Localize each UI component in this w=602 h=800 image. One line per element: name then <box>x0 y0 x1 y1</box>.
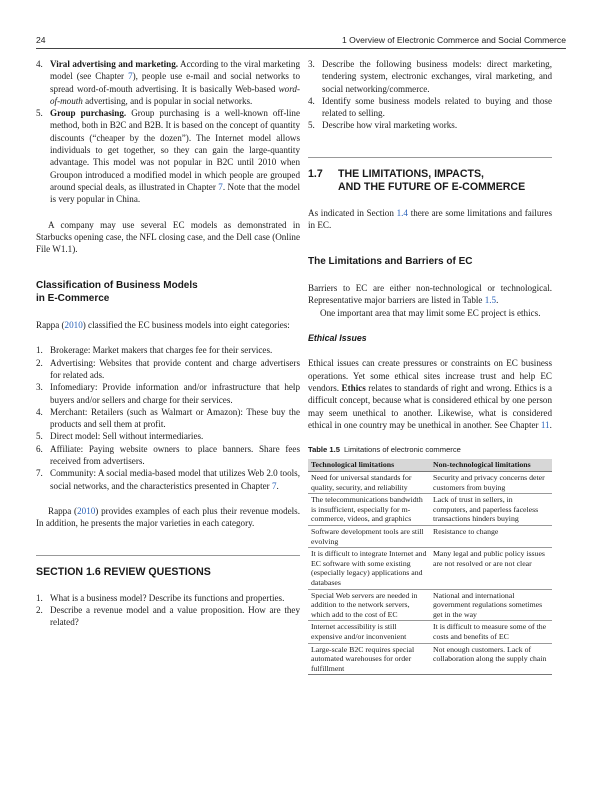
list-item: 1. Brokerage: Market makers that charges fee for their services. <box>36 345 273 356</box>
subsection-heading: Classification of Business Models in E-Commerce <box>36 280 198 305</box>
table-row: Software development tools are still evolving Resistance to change <box>308 526 552 548</box>
chapter-link[interactable]: 7 <box>128 71 133 82</box>
categories-list <box>36 344 300 492</box>
subsection-heading: The Limitations and Barriers of EC <box>308 256 473 268</box>
paragraph: One important area that may limit some EC project is ethics. <box>320 307 541 318</box>
table-row: Internet accessibility is still expensive and/or inconvenient It is difficult to measure some of the costs and benefits of EC <box>308 621 552 643</box>
citation-link[interactable]: 2010 <box>77 505 96 516</box>
table-header-cell: Technological limitations <box>308 459 430 471</box>
minor-heading: Ethical Issues <box>308 333 367 344</box>
list-item: 3. Describe the following business models: direct marketing, tendering system, electronic exchanges, viral marketing, and social networking/commerce. <box>308 59 552 94</box>
section-heading <box>308 168 552 194</box>
list-item: 4. Viral advertising and marketing. According to the viral marketing model (see Chapter 7), people use e-mail and social networks to spread word-of-mouth advertising. It is basically Web-based word-of-mouth advertising, and is popular in social networks. <box>36 59 301 106</box>
chapter-link[interactable]: 7 <box>271 480 277 491</box>
list-item: 1. What is a business model? Describe its functions and properties. <box>36 592 285 603</box>
list-item: 5. Group purchasing. Group purchasing is a well-known off-line method, both in B2C and B2B. It is based on the concept of quantity discounts (“cheaper by the dozen”). The Internet model allows individuals to get together, so they can gain the large-quantity advantage. This model was not popular in B2C until 2010 when Groupon introduced a modified model in which people are grouped around special deals, as illustrated in Chapter 7. Note that the model is very popular in China. <box>36 108 300 205</box>
table-row: Special Web servers are needed in addition to the network servers, which add to the cost of EC National and international government regulations sometimes get in the way <box>308 589 552 621</box>
table-caption: Table 1.5 Limitations of electronic commerce <box>308 445 461 455</box>
paragraph: Barriers to EC are either non-technological or technological. Representative major barriers are listed in Table 1.5. <box>308 283 552 306</box>
left-column <box>36 58 300 628</box>
chapter-link[interactable]: 7 <box>218 181 223 192</box>
chapter-link[interactable]: 11 <box>540 419 550 430</box>
paragraph: Rappa (2010) provides examples of each plus their revenue models. In addition, he presents the major varieties in each category. <box>36 505 300 529</box>
business-models-list <box>36 58 300 206</box>
limitations-table <box>308 459 552 675</box>
paragraph: Ethical issues can create pressures or constraints on EC business operations. Yet some ethical sites increase trust and help EC vendors. Ethics relates to standards of right and wrong. Ethics is a difficult concept, because what is considered ethical by one person may seem unethical to another. Likewise, what is considered ethical in one country may be unethical in another. See Chapter 11. <box>308 358 552 430</box>
list-item: 2. Advertising: Websites that provide content and charge advertisers for related ads. <box>36 357 300 380</box>
section-title-line-1: THE LIMITATIONS, IMPACTS, <box>338 167 484 180</box>
list-item: 2. Describe a revenue model and a value proposition. How are they related? <box>36 604 300 628</box>
right-column <box>308 58 552 675</box>
list-item: 4. Merchant: Retailers (such as Walmart or Amazon): These buy the products and sell them at profit. <box>36 406 300 430</box>
table-header-cell: Non-technological limitations <box>430 459 552 471</box>
paragraph: A company may use several EC models as demonstrated in Starbucks opening case, the NFL closing case, and the Dell case (Online File W1.1). <box>36 219 300 255</box>
list-item: 4. Identify some business models related to buying and those related to selling. <box>308 95 552 119</box>
running-header: 1 Overview of Electronic Commerce and Social Commerce <box>342 35 566 45</box>
table-row: The telecommunications bandwidth is insufficient, especially for m-commerce, videos, and graphics Lack of trust in sellers, in computers, and paperless faceless transactions hinders buying <box>308 494 552 526</box>
page-number: 24 <box>36 35 46 45</box>
review-questions-list-continued <box>308 58 552 132</box>
list-item: 5. Direct model: Sell without intermediaries. <box>36 431 204 442</box>
table-row: Need for universal standards for quality, security, and reliability Security and privacy concerns deter customers from buying <box>308 472 552 494</box>
table-link[interactable]: 1.5 <box>484 295 497 306</box>
citation-link[interactable]: 2010 <box>64 320 83 331</box>
paragraph: As indicated in Section 1.4 there are some limitations and failures in EC. <box>308 207 552 231</box>
list-item: 6. Affiliate: Paying website owners to place banners. Share fees received from advertisers. <box>36 443 300 467</box>
table-row: Large-scale B2C requires special automated warehouses for order fulfillment Not enough customers. Lack of collaboration along the supply chain <box>308 643 552 675</box>
list-item: 7. Community: A social media-based model that utilizes Web 2.0 tools, social networks, and the characteristics presented in Chapter 7. <box>36 468 300 491</box>
review-questions-list <box>36 592 300 629</box>
section-link[interactable]: 1.4 <box>396 207 408 218</box>
section-title-line-2: AND THE FUTURE OF E-COMMERCE <box>338 180 526 193</box>
list-item: 3. Infomediary: Provide information and/or infrastructure that help buyers and/or sellers and charge for their services. <box>36 382 300 405</box>
header-rule <box>36 48 566 49</box>
paragraph: Rappa (2010) classified the EC business models into eight categories: <box>36 320 290 331</box>
table-row: It is difficult to integrate Internet and EC software with some existing (especially legacy) applications and databases Many legal and public policy issues are not resolved or are not clear <box>308 548 552 589</box>
list-item: 5. Describe how viral marketing works. <box>308 120 458 131</box>
section-number: 1.7 <box>308 167 323 180</box>
review-questions-heading: SECTION 1.6 REVIEW QUESTIONS <box>36 565 211 578</box>
